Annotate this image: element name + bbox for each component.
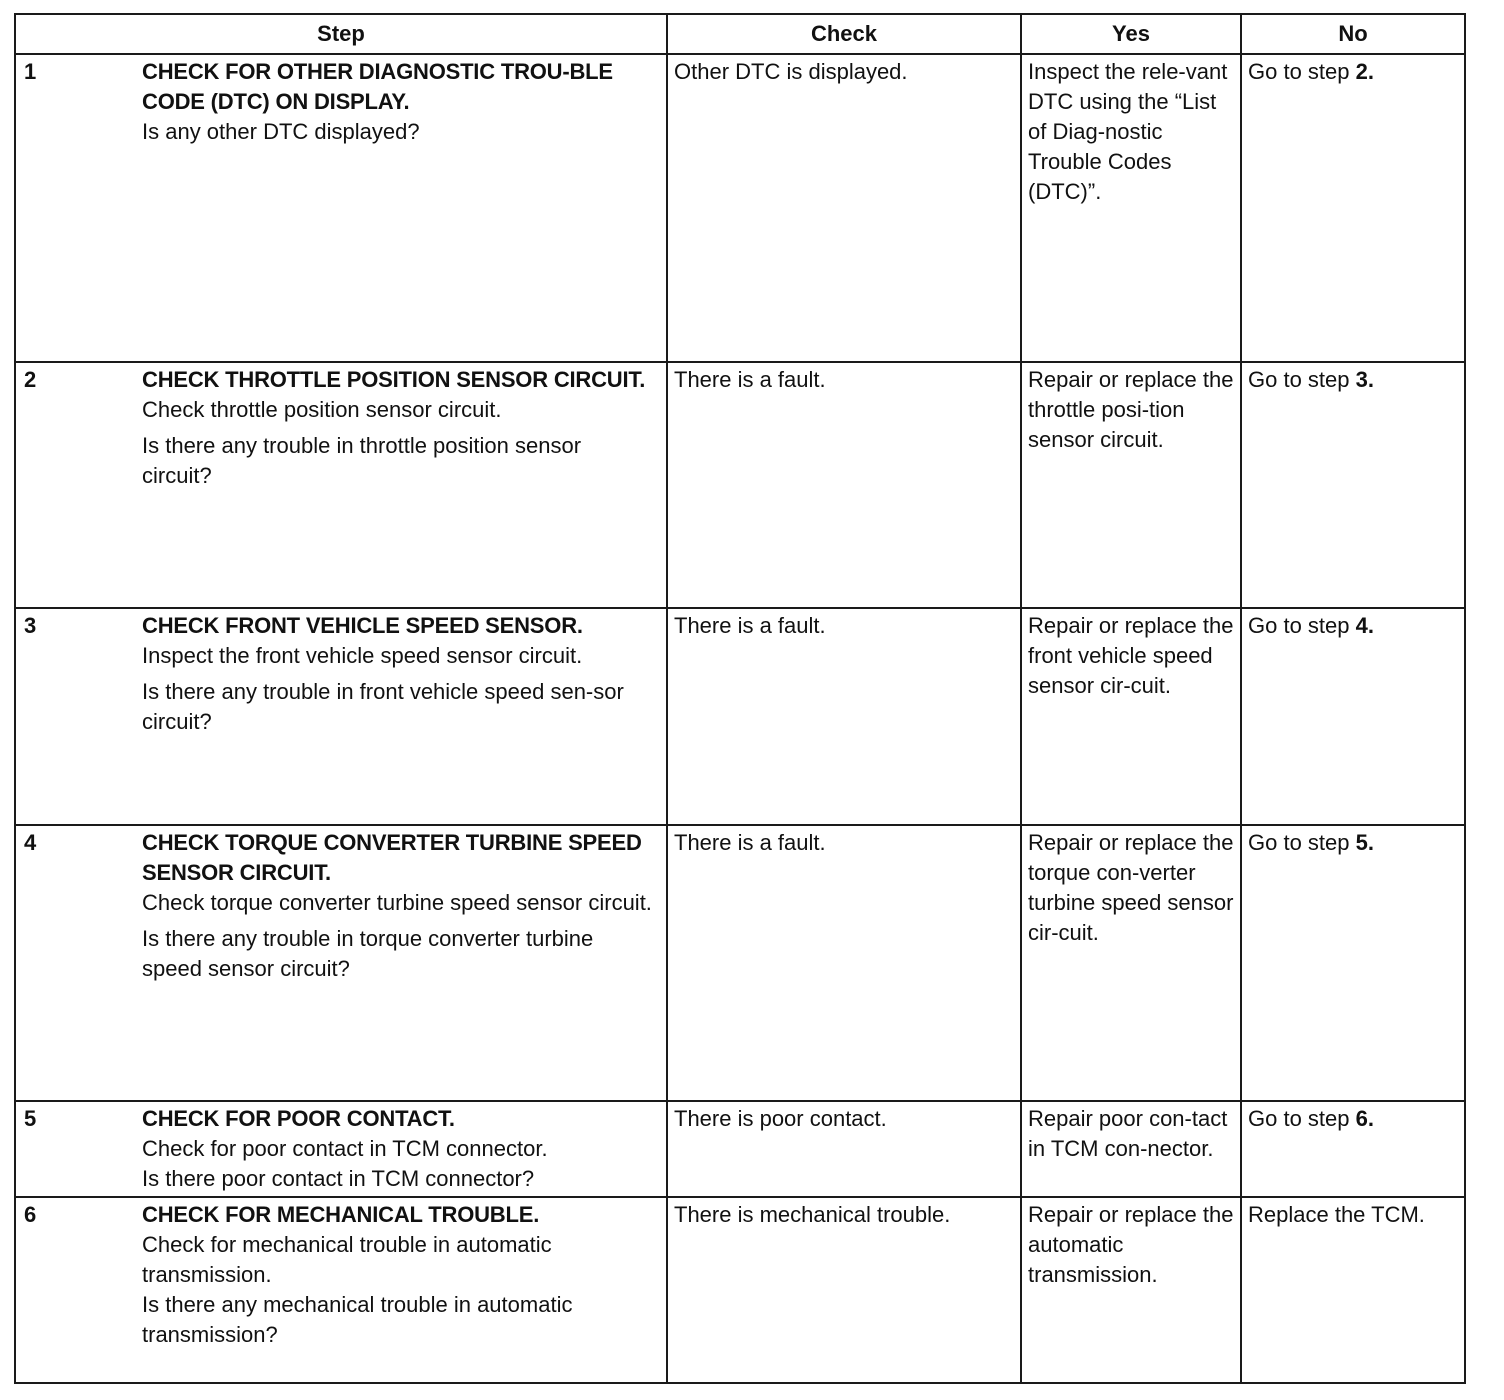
- table-row: [15, 54, 1465, 362]
- table-row: [15, 1101, 1465, 1197]
- no-step-ref: 6.: [1355, 1106, 1374, 1131]
- step-title: CHECK FOR MECHANICAL TROUBLE.: [142, 1202, 540, 1227]
- check-text: There is poor contact.: [674, 1106, 887, 1131]
- check-text: There is a fault.: [674, 613, 826, 638]
- yes-cell: [1021, 1197, 1241, 1383]
- header-no: No: [1241, 14, 1465, 54]
- step-number: 6: [24, 1202, 37, 1227]
- header-row: [15, 14, 1465, 54]
- check-text: There is mechanical trouble.: [674, 1202, 951, 1227]
- check-text: Other DTC is displayed.: [674, 59, 908, 84]
- step-question: Is there any trouble in front vehicle speed sen-sor circuit?: [142, 679, 624, 734]
- step-question: Is there poor contact in TCM connector?: [142, 1166, 535, 1191]
- yes-text: Repair poor con-tact in TCM con-nector.: [1028, 1106, 1228, 1161]
- step-title: CHECK FRONT VEHICLE SPEED SENSOR.: [142, 613, 583, 638]
- step-instruction: Inspect the front vehicle speed sensor circuit.: [142, 643, 583, 668]
- table-row: [15, 608, 1465, 825]
- no-text: [1242, 609, 1464, 641]
- header-yes: Yes: [1021, 14, 1241, 54]
- step-cell: [15, 1101, 667, 1197]
- no-cell: [1241, 825, 1465, 1101]
- no-text: [1242, 363, 1464, 395]
- header-check: Check: [667, 14, 1021, 54]
- no-text: [1242, 1102, 1464, 1134]
- step-cell: [15, 54, 667, 362]
- no-cell: [1241, 1101, 1465, 1197]
- yes-cell: [1021, 54, 1241, 362]
- step-question: Is any other DTC displayed?: [142, 119, 420, 144]
- no-prefix: Go to step: [1248, 1106, 1356, 1131]
- step-number: 2: [24, 367, 37, 392]
- step-title: CHECK THROTTLE POSITION SENSOR CIRCUIT.: [142, 367, 646, 392]
- no-cell: [1241, 608, 1465, 825]
- yes-text: Repair or replace the front vehicle speed sensor cir-cuit.: [1028, 613, 1234, 698]
- check-cell: [667, 54, 1021, 362]
- yes-cell: [1021, 608, 1241, 825]
- step-number: 4: [24, 830, 37, 855]
- yes-cell: [1021, 362, 1241, 608]
- no-cell: [1241, 54, 1465, 362]
- no-cell: [1241, 1197, 1465, 1383]
- check-cell: [667, 1101, 1021, 1197]
- step-cell: [15, 825, 667, 1101]
- no-prefix: Go to step: [1248, 367, 1356, 392]
- step-cell: [15, 608, 667, 825]
- no-prefix: Go to step: [1248, 613, 1356, 638]
- step-title: CHECK TORQUE CONVERTER TURBINE SPEED SENSOR CIRCUIT.: [142, 830, 642, 885]
- check-cell: [667, 362, 1021, 608]
- no-step-ref: 5.: [1355, 830, 1374, 855]
- no-text: [1242, 55, 1464, 87]
- no-text: [1242, 826, 1464, 858]
- step-question: Is there any mechanical trouble in automatic transmission?: [142, 1292, 573, 1347]
- yes-text: Repair or replace the automatic transmission.: [1028, 1202, 1234, 1287]
- step-question: Is there any trouble in throttle position sensor circuit?: [142, 433, 582, 488]
- no-text: Replace the TCM.: [1248, 1202, 1425, 1227]
- step-title: CHECK FOR POOR CONTACT.: [142, 1106, 455, 1131]
- step-question: Is there any trouble in torque converter turbine speed sensor circuit?: [142, 926, 594, 981]
- step-title: CHECK FOR OTHER DIAGNOSTIC TROU-BLE CODE (DTC) ON DISPLAY.: [142, 59, 613, 114]
- check-cell: [667, 825, 1021, 1101]
- header-step: Step: [15, 14, 667, 54]
- table-row: [15, 825, 1465, 1101]
- no-step-ref: 4.: [1355, 613, 1374, 638]
- step-number: 5: [24, 1106, 37, 1131]
- yes-cell: [1021, 825, 1241, 1101]
- yes-cell: [1021, 1101, 1241, 1197]
- step-cell: [15, 362, 667, 608]
- step-instruction: Check for mechanical trouble in automatic transmission.: [142, 1232, 552, 1287]
- diagnostic-procedure-table: [14, 13, 1466, 1384]
- no-prefix: Go to step: [1248, 59, 1356, 84]
- yes-text: Repair or replace the torque con-verter turbine speed sensor cir-cuit.: [1028, 830, 1234, 945]
- step-instruction: Check throttle position sensor circuit.: [142, 397, 502, 422]
- no-cell: [1241, 362, 1465, 608]
- step-number: 1: [24, 59, 37, 84]
- check-cell: [667, 608, 1021, 825]
- no-prefix: Go to step: [1248, 830, 1356, 855]
- no-step-ref: 3.: [1355, 367, 1374, 392]
- step-instruction: Check torque converter turbine speed sensor circuit.: [142, 890, 652, 915]
- check-text: There is a fault.: [674, 367, 826, 392]
- table-row: [15, 362, 1465, 608]
- check-cell: [667, 1197, 1021, 1383]
- table-row: [15, 1197, 1465, 1383]
- check-text: There is a fault.: [674, 830, 826, 855]
- yes-text: Repair or replace the throttle posi-tion sensor circuit.: [1028, 367, 1234, 452]
- step-number: 3: [24, 613, 37, 638]
- yes-text: Inspect the rele-vant DTC using the “List of Diag-nostic Trouble Codes (DTC)”.: [1028, 59, 1228, 204]
- step-cell: [15, 1197, 667, 1383]
- step-instruction: Check for poor contact in TCM connector.: [142, 1136, 548, 1161]
- no-step-ref: 2.: [1355, 59, 1374, 84]
